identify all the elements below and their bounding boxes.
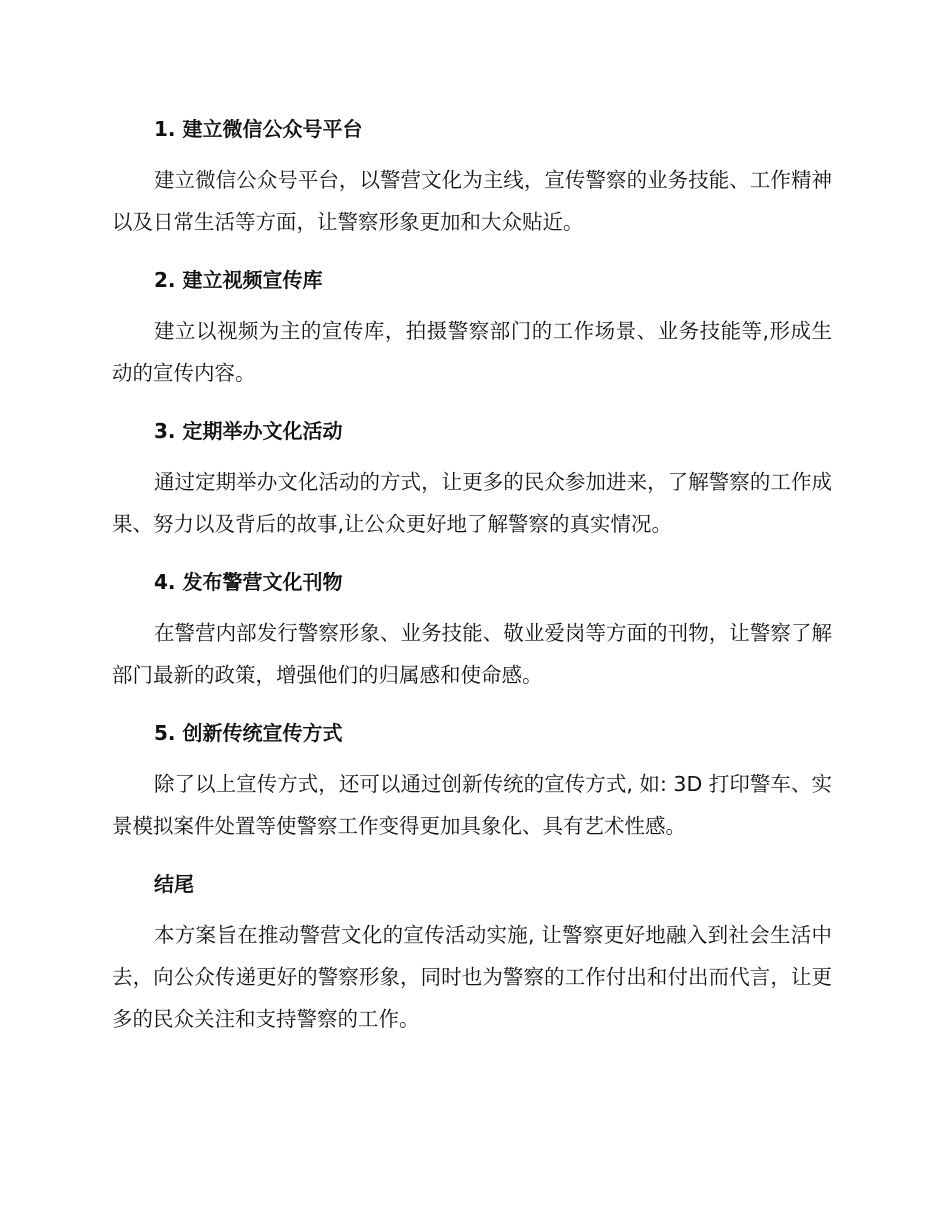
section-heading-5: 5. 创新传统宣传方式	[154, 721, 343, 745]
section-heading-1: 1. 建立微信公众号平台	[154, 117, 363, 141]
conclusion-paragraph: 本方案旨在推动警营文化的宣传活动实施, 让警察更好地融入到社会生活中去，向公众传递更好的警察形象，同时也为警察的工作付出和付出而代言，让更多的民众关注和支持警察的工作。	[112, 923, 832, 1031]
section-paragraph-4: 在警营内部发行警察形象、业务技能、敬业爱岗等方面的刊物，让警察了解部门最新的政策，增强他们的归属感和使命感。	[112, 621, 832, 687]
section-heading-3: 3. 定期举办文化活动	[154, 419, 343, 443]
section-paragraph-5: 除了以上宣传方式，还可以通过创新传统的宣传方式, 如: 3D 打印警车、实景模拟案件处置等使警察工作变得更加具象化、具有艺术性感。	[112, 772, 832, 838]
section-heading-2: 2. 建立视频宣传库	[154, 268, 323, 292]
document-body	[112, 113, 832, 1061]
section-paragraph-1: 建立微信公众号平台，以警营文化为主线，宣传警察的业务技能、工作精神以及日常生活等方面，让警察形象更加和大众贴近。	[112, 168, 832, 234]
section-paragraph-2: 建立以视频为主的宣传库，拍摄警察部门的工作场景、业务技能等,形成生动的宣传内容。	[112, 319, 832, 385]
section-paragraph-3: 通过定期举办文化活动的方式，让更多的民众参加进来，了解警察的工作成果、努力以及背后的故事,让公众更好地了解警察的真实情况。	[112, 470, 832, 536]
section-heading-4: 4. 发布警营文化刊物	[154, 570, 343, 594]
conclusion-heading: 结尾	[154, 872, 194, 896]
